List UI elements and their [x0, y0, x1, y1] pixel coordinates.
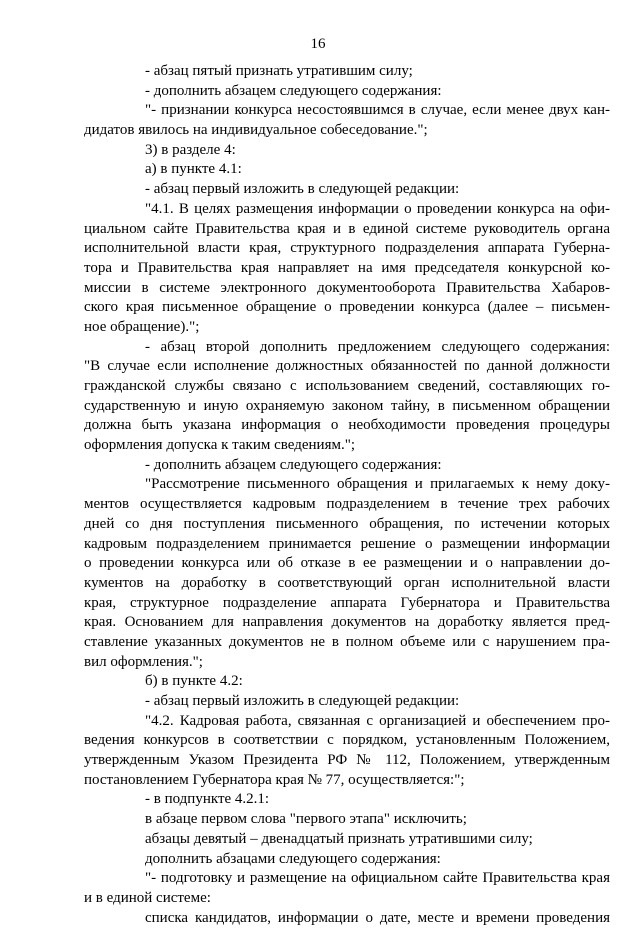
text-line: абзацы девятый – двенадцатый признать утратившими силу; — [145, 830, 533, 847]
text-line: в абзаце первом слова "первого этапа" исключить; — [145, 811, 467, 828]
text-line: - абзац пятый признать утратившим силу; — [145, 63, 413, 79]
text-line: о проведении конкурса или об отказе в ее размещении и о направлении до- — [84, 555, 610, 572]
text-line: "- подготовку и размещение на официальном сайте Правительства края — [145, 870, 610, 887]
text-line: края, структурное подразделение аппарата Губернатора и Правительства — [84, 594, 610, 611]
text-line: дидатов явилось на индивидуальное собеседование."; — [84, 122, 428, 139]
text-line: миссии в системе электронного документооборота Правительства Хабаров- — [84, 279, 610, 296]
text-line: - в подпункте 4.2.1: — [145, 791, 270, 808]
text-line: "4.1. В целях размещения информации о проведении конкурса на офи- — [145, 200, 610, 217]
text-line: тора и Правительства края направляет на имя председателя конкурсной ко- — [84, 259, 610, 276]
page-number: 16 — [310, 36, 326, 52]
text-line: ное обращение)."; — [84, 318, 200, 335]
text-line: 3) в разделе 4: — [145, 141, 236, 158]
text-line: утвержденным Указом Президента РФ № 112, Положением, утвержденным — [84, 752, 610, 769]
text-line: "Рассмотрение письменного обращения и прилагаемых к нему доку- — [145, 476, 610, 493]
document-body — [84, 62, 610, 928]
text-line: - абзац первый изложить в следующей редакции: — [145, 181, 460, 198]
text-line: ведения конкурсов в соответствии с порядком, установленным Положением, — [84, 732, 610, 749]
text-line: сударственную и иную охраняемую законом тайну, в письменном обращении — [84, 397, 610, 414]
text-line: - абзац второй дополнить предложением следующего содержания: — [145, 338, 610, 355]
text-line: циальном сайте Правительства края и в единой системе руководитель органа — [84, 220, 610, 237]
text-line: дополнить абзацами следующего содержания: — [145, 850, 441, 867]
text-line: дней со дня поступления письменного обращения, по истечении которых — [84, 515, 610, 532]
text-line: списка кандидатов, информации о дате, месте и времени проведения — [145, 909, 610, 926]
text-line: - дополнить абзацем следующего содержания: — [145, 456, 442, 473]
text-line: края. Основанием для направления документов на доработку является пред- — [84, 614, 610, 631]
text-line: - абзац первый изложить в следующей редакции: — [145, 693, 460, 709]
text-line: "- признании конкурса несостоявшимся в случае, если менее двух кан- — [145, 102, 610, 119]
text-line: кадровым подразделением принимается решение о размещении информации — [84, 535, 610, 552]
text-line: ставление указанных документов не в полном объеме или с нарушением пра- — [84, 633, 610, 650]
text-line: а) в пункте 4.1: — [145, 161, 242, 178]
text-line: б) в пункте 4.2: — [145, 673, 243, 690]
text-line: должна быть указана информация о необходимости проведения процедуры — [84, 417, 610, 434]
text-line: гражданской службы связано с использованием сведений, составляющих го- — [84, 378, 610, 394]
text-line: "В случае если исполнение должностных обязанностей по данной должности — [84, 358, 610, 375]
text-line: - дополнить абзацем следующего содержания: — [145, 82, 442, 99]
text-line: кументов на доработку в соответствующий орган исполнительной власти — [84, 574, 610, 591]
text-line: ского края письменное обращение о проведении конкурса (далее – письмен- — [84, 299, 610, 316]
text-line: оформления допуска к таким сведениям."; — [84, 437, 355, 454]
text-line: и в единой системе: — [84, 889, 211, 906]
text-line: вил оформления."; — [84, 653, 203, 670]
text-line: исполнительной власти края, структурного подразделения аппарата Губерна- — [84, 240, 610, 257]
text-line: "4.2. Кадровая работа, связанная с организацией и обеспечением про- — [145, 712, 610, 729]
text-line: ментов осуществляется кадровым подразделением в течение трех рабочих — [84, 496, 610, 513]
text-line: постановлением Губернатора края № 77, осуществляется:"; — [84, 771, 465, 788]
